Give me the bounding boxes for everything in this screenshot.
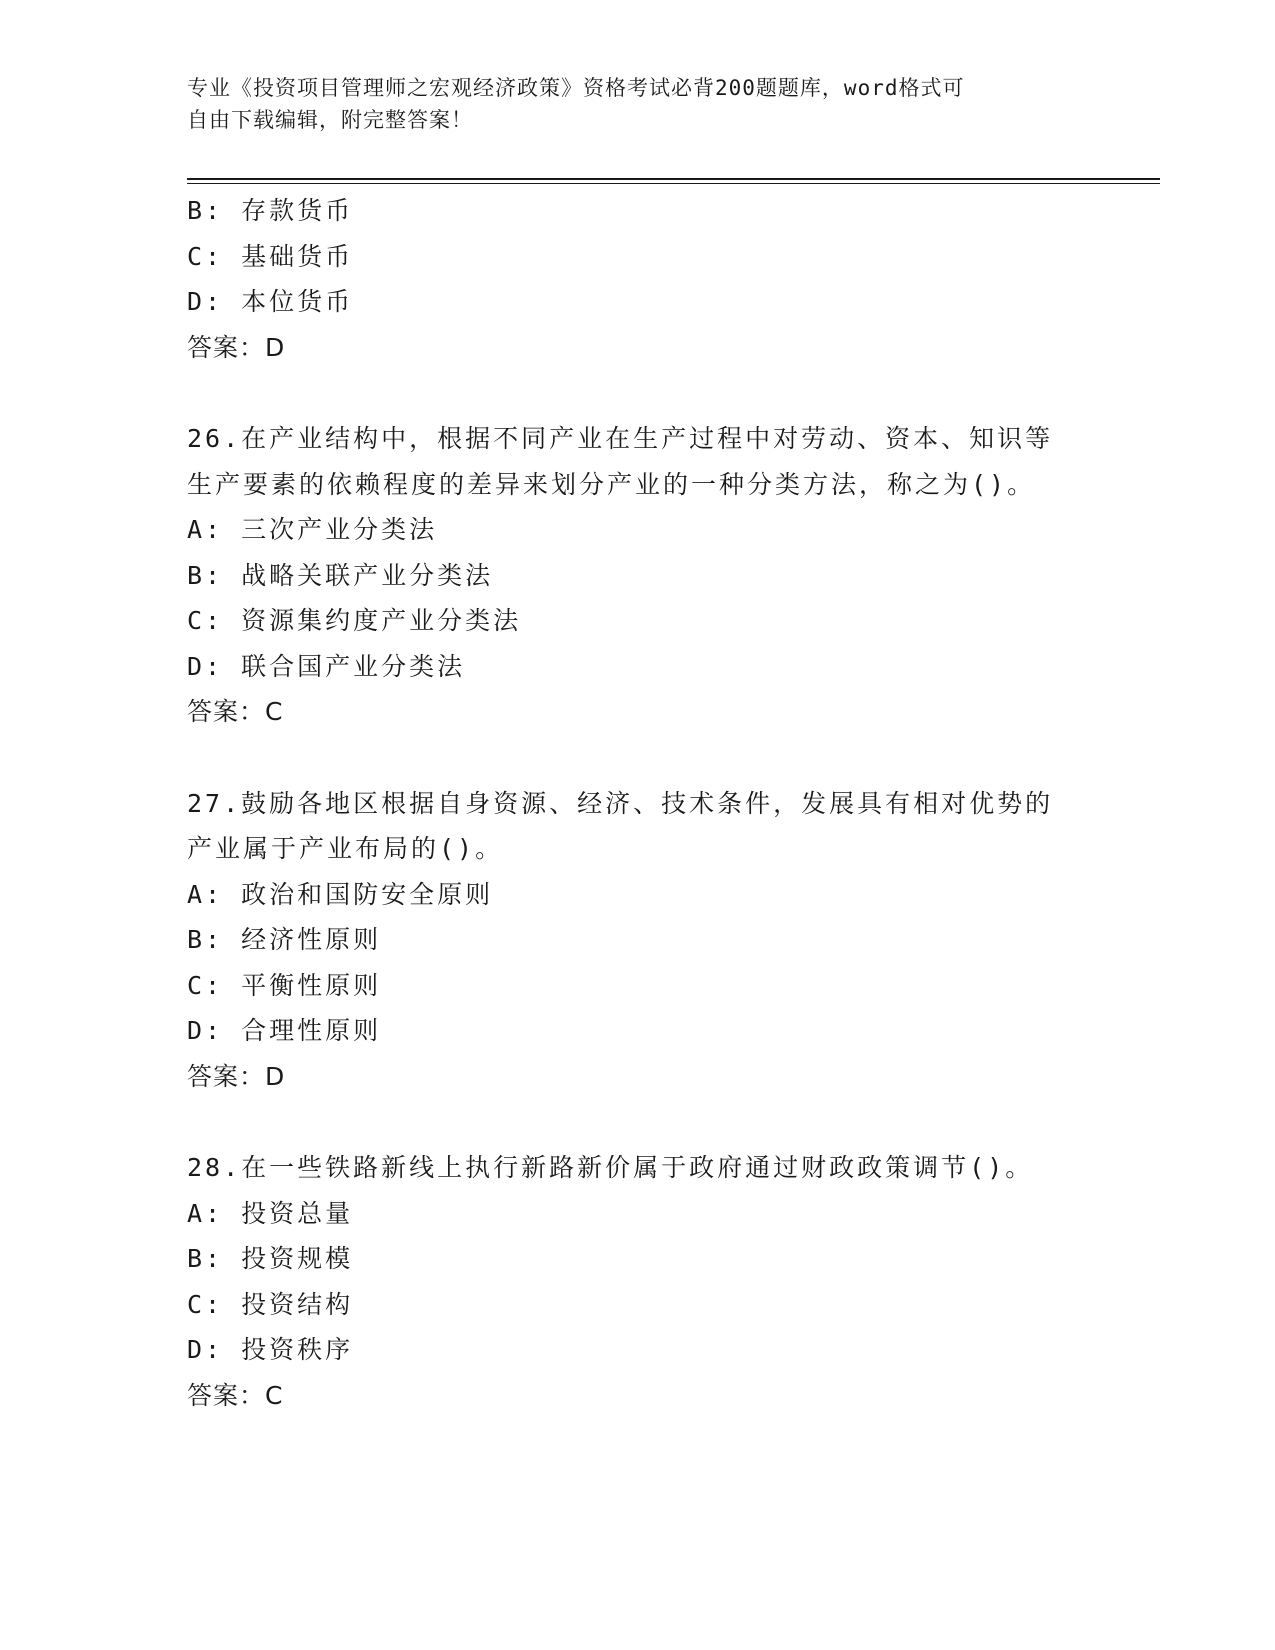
question-28-option-b: B: 投资规模 (187, 1244, 354, 1273)
question-27-stem-line-1: 27.鼓励各地区根据自身资源、经济、技术条件，发展具有相对优势的 (187, 788, 1054, 818)
question-27 (187, 781, 1087, 1100)
question-spacer (187, 370, 1087, 416)
question-27-option-d: D: 合理性原则 (187, 1016, 382, 1045)
question-28-option-a: A: 投资总量 (187, 1198, 354, 1228)
question-27-option-a: A: 政治和国防安全原则 (187, 879, 494, 909)
question-26-option-b: B: 战略关联产业分类法 (187, 560, 494, 590)
question-spacer (187, 735, 1087, 781)
question-26-stem-line-2: 生产要素的依赖程度的差异来划分产业的一种分类方法，称之为()。 (187, 469, 1036, 499)
question-26 (187, 416, 1087, 735)
header-divider-thin (187, 183, 1160, 184)
header-title-line-2: 自由下载编辑，附完整答案！ (187, 108, 473, 132)
question-28-option-d: D: 投资秩序 (187, 1335, 354, 1364)
header-divider-thick (187, 178, 1160, 180)
question-25-option-d: D: 本位货币 (187, 287, 354, 316)
question-27-option-c: C: 平衡性原则 (187, 970, 382, 1000)
question-28-stem-line-1: 28.在一些铁路新线上执行新路新价属于政府通过财政政策调节()。 (187, 1153, 1034, 1182)
header-title-line-1: 专业《投资项目管理师之宏观经济政策》资格考试必背200题题库，word格式可 (187, 76, 965, 100)
question-26-stem-line-1: 26.在产业结构中，根据不同产业在生产过程中对劳动、资本、知识等 (187, 424, 1054, 453)
question-26-option-a: A: 三次产业分类法 (187, 515, 438, 544)
question-list (187, 188, 1087, 1418)
question-28 (187, 1145, 1087, 1418)
question-25-option-b: B: 存款货币 (187, 196, 354, 225)
question-26-answer: 答案：C (187, 697, 284, 726)
question-25-option-c: C: 基础货币 (187, 241, 354, 271)
question-27-option-b: B: 经济性原则 (187, 925, 382, 954)
question-27-stem-line-2: 产业属于产业布局的()。 (187, 834, 504, 863)
question-25-tail (187, 188, 1087, 370)
question-26-option-c: C: 资源集约度产业分类法 (187, 606, 522, 635)
question-spacer (187, 1099, 1087, 1145)
question-27-answer: 答案：D (187, 1061, 286, 1091)
page-header (187, 72, 1087, 136)
question-26-option-d: D: 联合国产业分类法 (187, 651, 466, 681)
question-28-answer: 答案：C (187, 1380, 284, 1410)
question-25-answer: 答案：D (187, 332, 286, 362)
question-28-option-c: C: 投资结构 (187, 1289, 354, 1319)
